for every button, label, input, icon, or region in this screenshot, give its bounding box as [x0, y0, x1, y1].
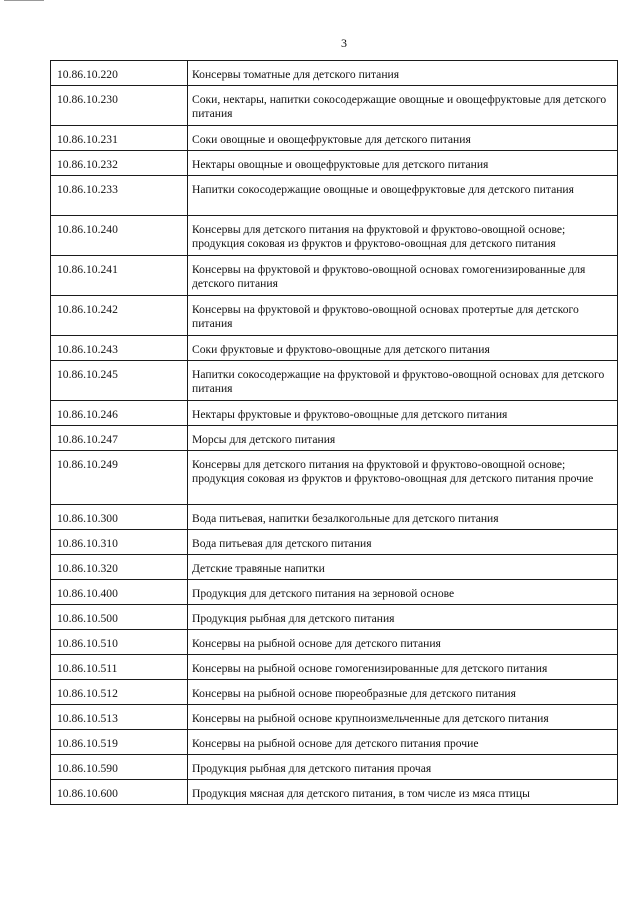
product-name-cell: Соки, нектары, напитки сокосодержащие овощные и овощефруктовые для детского питания: [188, 86, 618, 126]
product-name-cell: Консервы на фруктовой и фруктово-овощной основах гомогенизированные для детского питания: [188, 256, 618, 296]
product-name-cell: Нектары овощные и овощефруктовые для детского питания: [188, 151, 618, 176]
product-name-cell: Консервы томатные для детского питания: [188, 61, 618, 86]
product-code-cell: 10.86.10.230: [51, 86, 188, 126]
product-name-cell: Соки овощные и овощефруктовые для детского питания: [188, 126, 618, 151]
table-row: [51, 505, 618, 530]
product-name-cell: Продукция рыбная для детского питания: [188, 605, 618, 630]
table-row: [51, 401, 618, 426]
product-code-cell: 10.86.10.220: [51, 61, 188, 86]
product-name-cell: Консервы на рыбной основе для детского питания: [188, 630, 618, 655]
product-code-cell: 10.86.10.320: [51, 555, 188, 580]
product-name-cell: Консервы для детского питания на фруктовой и фруктово-овощной основе; продукция соковая из фруктов и фруктово-овощная для детского питания: [188, 216, 618, 256]
product-code-cell: 10.86.10.232: [51, 151, 188, 176]
scan-edge-mark: [4, 0, 44, 5]
table-row: [51, 336, 618, 361]
product-code-cell: 10.86.10.245: [51, 361, 188, 401]
table-row: [51, 705, 618, 730]
page-number: 3: [341, 36, 347, 50]
table-row: [51, 555, 618, 580]
table-row: [51, 296, 618, 336]
table-body: [51, 61, 618, 805]
table-row: [51, 361, 618, 401]
product-name-cell: Консервы на рыбной основе для детского питания прочие: [188, 730, 618, 755]
table-row: [51, 730, 618, 755]
product-code-cell: 10.86.10.241: [51, 256, 188, 296]
product-name-cell: Продукция мясная для детского питания, в том числе из мяса птицы: [188, 780, 618, 805]
table-row: [51, 655, 618, 680]
table-row: [51, 530, 618, 555]
product-name-cell: Консервы на рыбной основе пюреобразные для детского питания: [188, 680, 618, 705]
product-code-cell: 10.86.10.600: [51, 780, 188, 805]
product-name-cell: Морсы для детского питания: [188, 426, 618, 451]
table-row: [51, 605, 618, 630]
product-code-cell: 10.86.10.247: [51, 426, 188, 451]
product-code-cell: 10.86.10.510: [51, 630, 188, 655]
table-row: [51, 176, 618, 216]
product-code-table: [50, 60, 618, 805]
table-row: [51, 580, 618, 605]
product-code-cell: 10.86.10.513: [51, 705, 188, 730]
product-name-cell: Продукция для детского питания на зерновой основе: [188, 580, 618, 605]
product-code-cell: 10.86.10.511: [51, 655, 188, 680]
product-name-cell: Консервы на рыбной основе крупноизмельченные для детского питания: [188, 705, 618, 730]
table-row: [51, 780, 618, 805]
product-code-cell: 10.86.10.512: [51, 680, 188, 705]
product-name-cell: Соки фруктовые и фруктово-овощные для детского питания: [188, 336, 618, 361]
table-row: [51, 680, 618, 705]
product-name-cell: Нектары фруктовые и фруктово-овощные для детского питания: [188, 401, 618, 426]
table-row: [51, 61, 618, 86]
product-name-cell: Вода питьевая, напитки безалкогольные для детского питания: [188, 505, 618, 530]
product-code-cell: 10.86.10.231: [51, 126, 188, 151]
table-row: [51, 86, 618, 126]
product-name-cell: Детские травяные напитки: [188, 555, 618, 580]
product-code-cell: 10.86.10.249: [51, 451, 188, 505]
table-row: [51, 755, 618, 780]
product-code-cell: 10.86.10.240: [51, 216, 188, 256]
table-row: [51, 426, 618, 451]
product-name-cell: Продукция рыбная для детского питания прочая: [188, 755, 618, 780]
product-code-cell: 10.86.10.246: [51, 401, 188, 426]
product-name-cell: Консервы на фруктовой и фруктово-овощной основах протертые для детского питания: [188, 296, 618, 336]
product-code-cell: 10.86.10.590: [51, 755, 188, 780]
product-name-cell: Консервы для детского питания на фруктовой и фруктово-овощной основе; продукция соковая из фруктов и фруктово-овощная для детского питания прочие: [188, 451, 618, 505]
product-code-cell: 10.86.10.233: [51, 176, 188, 216]
table-row: [51, 256, 618, 296]
table-row: [51, 126, 618, 151]
table-row: [51, 216, 618, 256]
product-code-cell: 10.86.10.300: [51, 505, 188, 530]
product-code-cell: 10.86.10.242: [51, 296, 188, 336]
product-name-cell: Напитки сокосодержащие овощные и овощефруктовые для детского питания: [188, 176, 618, 216]
table-row: [51, 451, 618, 505]
product-code-cell: 10.86.10.310: [51, 530, 188, 555]
table-row: [51, 630, 618, 655]
product-code-cell: 10.86.10.500: [51, 605, 188, 630]
product-name-cell: Напитки сокосодержащие на фруктовой и фруктово-овощной основах для детского питания: [188, 361, 618, 401]
product-code-cell: 10.86.10.243: [51, 336, 188, 361]
product-code-cell: 10.86.10.400: [51, 580, 188, 605]
product-code-cell: 10.86.10.519: [51, 730, 188, 755]
product-name-cell: Вода питьевая для детского питания: [188, 530, 618, 555]
table-row: [51, 151, 618, 176]
product-name-cell: Консервы на рыбной основе гомогенизированные для детского питания: [188, 655, 618, 680]
